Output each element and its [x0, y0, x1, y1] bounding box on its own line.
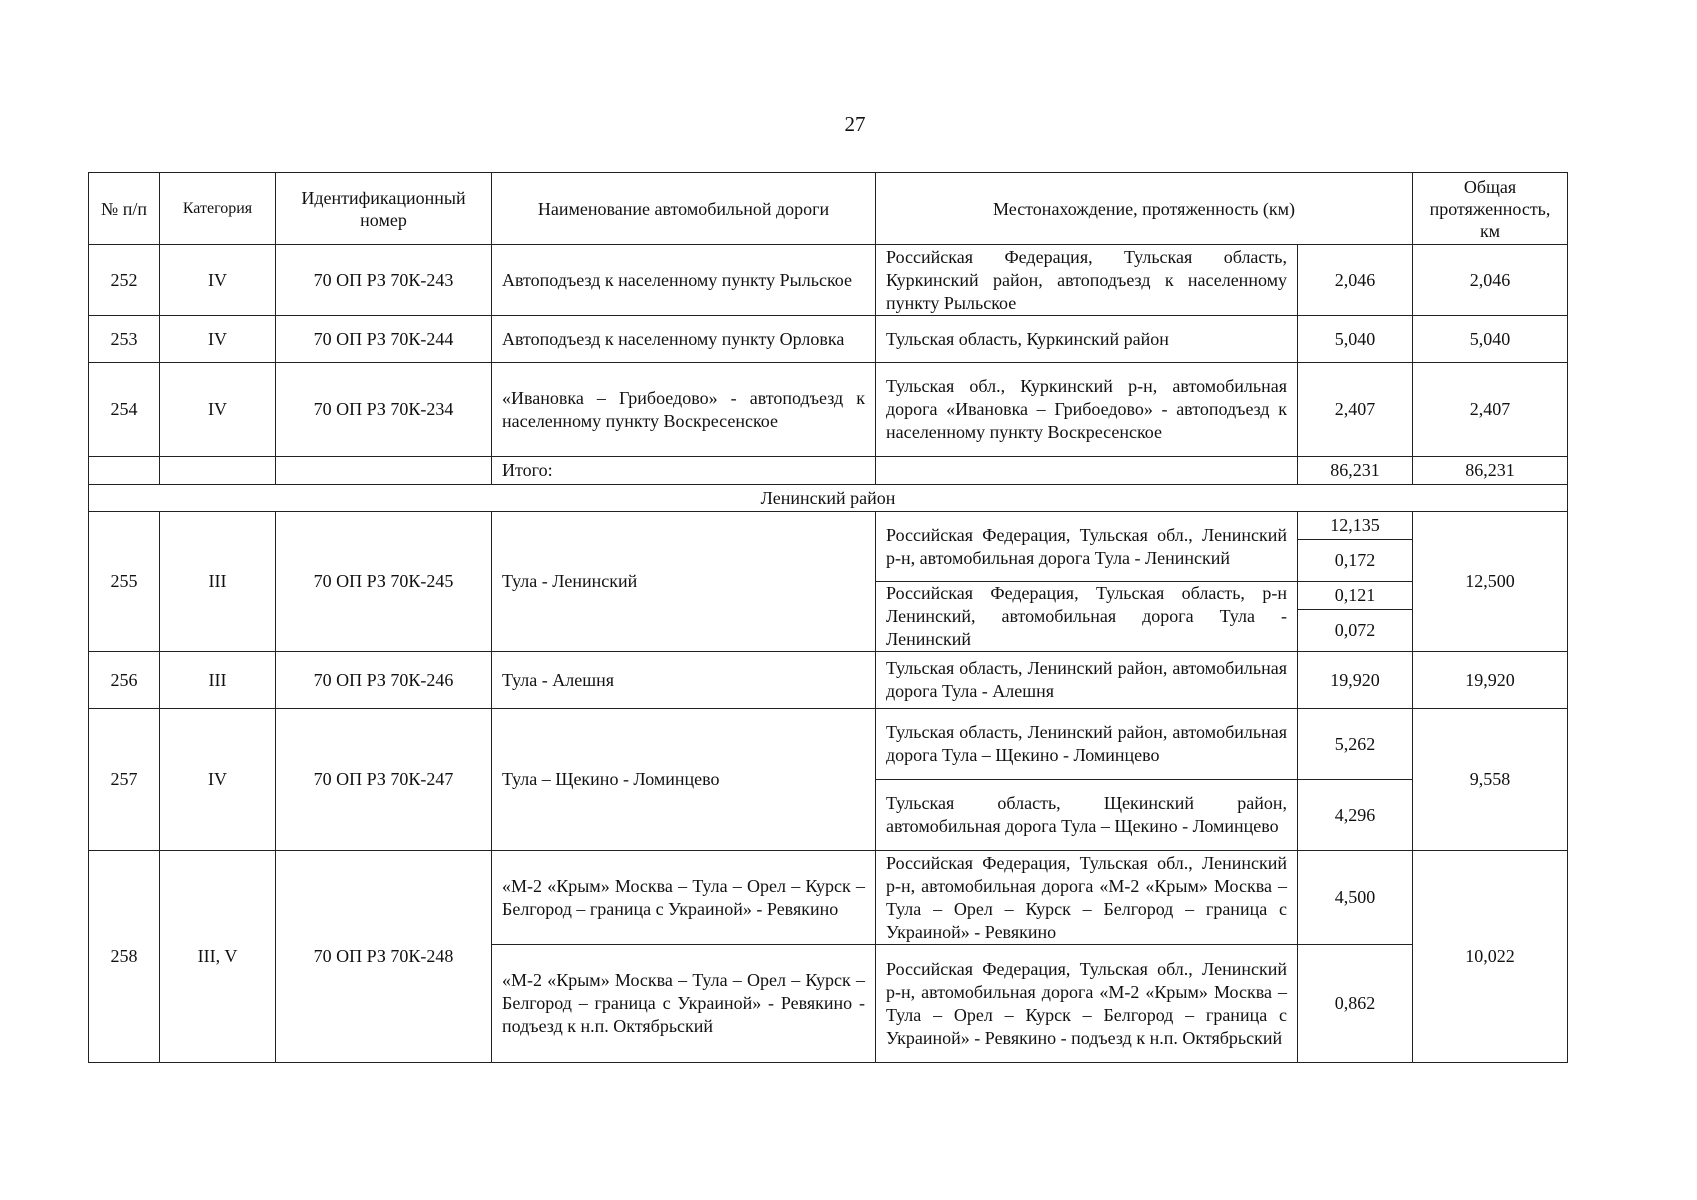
row-length: 2,046	[1298, 245, 1413, 316]
row-total: 12,500	[1413, 512, 1568, 652]
row-category: III, V	[160, 851, 276, 1063]
subtotal-empty-cell	[89, 457, 160, 485]
row-total: 2,046	[1413, 245, 1568, 316]
subtotal-empty-cell	[876, 457, 1298, 485]
road-registry-table	[88, 172, 1568, 1063]
row-total: 19,920	[1413, 652, 1568, 709]
header-category: Категория	[160, 173, 276, 245]
subtotal-empty-cell	[276, 457, 492, 485]
subtotal-total: 86,231	[1413, 457, 1568, 485]
header-num: № п/п	[89, 173, 160, 245]
table-row	[89, 245, 1568, 316]
header-location: Местонахождение, протяженность (км)	[876, 173, 1413, 245]
table-row	[89, 652, 1568, 709]
row-id: 70 ОП РЗ 70К-245	[276, 512, 492, 652]
row-num: 253	[89, 316, 160, 363]
row-location: Российская Федерация, Тульская обл., Ленинский р-н, автомобильная дорога «М-2 «Крым» Москва – Тула – Орел – Курск – Белгород – граница с Украиной» - Ревякино - подъезд к н.п. Октябрьский	[876, 945, 1298, 1063]
row-length: 4,500	[1298, 851, 1413, 945]
row-length: 2,407	[1298, 363, 1413, 457]
district-heading-row	[89, 485, 1568, 512]
table-row	[89, 512, 1568, 540]
row-category: IV	[160, 363, 276, 457]
row-id: 70 ОП РЗ 70К-247	[276, 709, 492, 851]
row-location: Тульская область, Щекинский район, автомобильная дорога Тула – Щекино - Ломинцево	[876, 780, 1298, 851]
row-length: 4,296	[1298, 780, 1413, 851]
row-id: 70 ОП РЗ 70К-244	[276, 316, 492, 363]
row-length: 0,072	[1298, 610, 1413, 652]
header-total-length: Общая протяженность, км	[1413, 173, 1568, 245]
row-length: 5,262	[1298, 709, 1413, 780]
row-length: 0,172	[1298, 540, 1413, 582]
table-row	[89, 709, 1568, 780]
row-location: Тульская обл., Куркинский р-н, автомобильная дорога «Ивановка – Грибоедово» - автоподъезд к населенному пункту Воскресенское	[876, 363, 1298, 457]
table-row	[89, 851, 1568, 945]
table-row	[89, 363, 1568, 457]
row-num: 252	[89, 245, 160, 316]
header-id: Идентификационный номер	[276, 173, 492, 245]
row-id: 70 ОП РЗ 70К-246	[276, 652, 492, 709]
row-road-name: Автоподъезд к населенному пункту Орловка	[492, 316, 876, 363]
table-row	[89, 316, 1568, 363]
row-total: 10,022	[1413, 851, 1568, 1063]
row-category: IV	[160, 316, 276, 363]
row-location: Российская Федерация, Тульская область, Куркинский район, автоподъезд к населенному пункту Рыльское	[876, 245, 1298, 316]
row-road-name: Тула - Алешня	[492, 652, 876, 709]
subtotal-empty-cell	[160, 457, 276, 485]
page-number: 27	[844, 112, 866, 136]
district-heading: Ленинский район	[89, 485, 1568, 512]
row-num: 257	[89, 709, 160, 851]
row-total: 9,558	[1413, 709, 1568, 851]
row-road-name: «Ивановка – Грибоедово» - автоподъезд к населенному пункту Воскресенское	[492, 363, 876, 457]
row-location: Тульская область, Куркинский район	[876, 316, 1298, 363]
row-length: 19,920	[1298, 652, 1413, 709]
row-location: Российская Федерация, Тульская область, р-н Ленинский, автомобильная дорога Тула - Ленинский	[876, 582, 1298, 652]
row-road-name: Автоподъезд к населенному пункту Рыльское	[492, 245, 876, 316]
table-header-row	[89, 173, 1568, 245]
row-category: III	[160, 512, 276, 652]
row-length: 5,040	[1298, 316, 1413, 363]
row-num: 254	[89, 363, 160, 457]
row-length: 12,135	[1298, 512, 1413, 540]
row-location: Российская Федерация, Тульская обл., Ленинский р-н, автомобильная дорога «М-2 «Крым» Москва – Тула – Орел – Курск – Белгород – граница с Украиной» - Ревякино	[876, 851, 1298, 945]
row-road-name: «М-2 «Крым» Москва – Тула – Орел – Курск – Белгород – граница с Украиной» - Ревякино	[492, 851, 876, 945]
subtotal-row	[89, 457, 1568, 485]
row-category: III	[160, 652, 276, 709]
row-num: 256	[89, 652, 160, 709]
row-location: Тульская область, Ленинский район, автомобильная дорога Тула - Алешня	[876, 652, 1298, 709]
row-total: 5,040	[1413, 316, 1568, 363]
row-category: IV	[160, 245, 276, 316]
row-location: Тульская область, Ленинский район, автомобильная дорога Тула – Щекино - Ломинцево	[876, 709, 1298, 780]
row-num: 255	[89, 512, 160, 652]
row-id: 70 ОП РЗ 70К-243	[276, 245, 492, 316]
row-length: 0,121	[1298, 582, 1413, 610]
header-road-name: Наименование автомобильной дороги	[492, 173, 876, 245]
subtotal-label: Итого:	[492, 457, 876, 485]
row-road-name: Тула – Щекино - Ломинцево	[492, 709, 876, 851]
row-total: 2,407	[1413, 363, 1568, 457]
subtotal-length: 86,231	[1298, 457, 1413, 485]
row-id: 70 ОП РЗ 70К-248	[276, 851, 492, 1063]
row-road-name: Тула - Ленинский	[492, 512, 876, 652]
row-num: 258	[89, 851, 160, 1063]
row-length: 0,862	[1298, 945, 1413, 1063]
row-location: Российская Федерация, Тульская обл., Ленинский р-н, автомобильная дорога Тула - Ленинский	[876, 512, 1298, 582]
row-road-name: «М-2 «Крым» Москва – Тула – Орел – Курск – Белгород – граница с Украиной» - Ревякино - подъезд к н.п. Октябрьский	[492, 945, 876, 1063]
row-category: IV	[160, 709, 276, 851]
row-id: 70 ОП РЗ 70К-234	[276, 363, 492, 457]
